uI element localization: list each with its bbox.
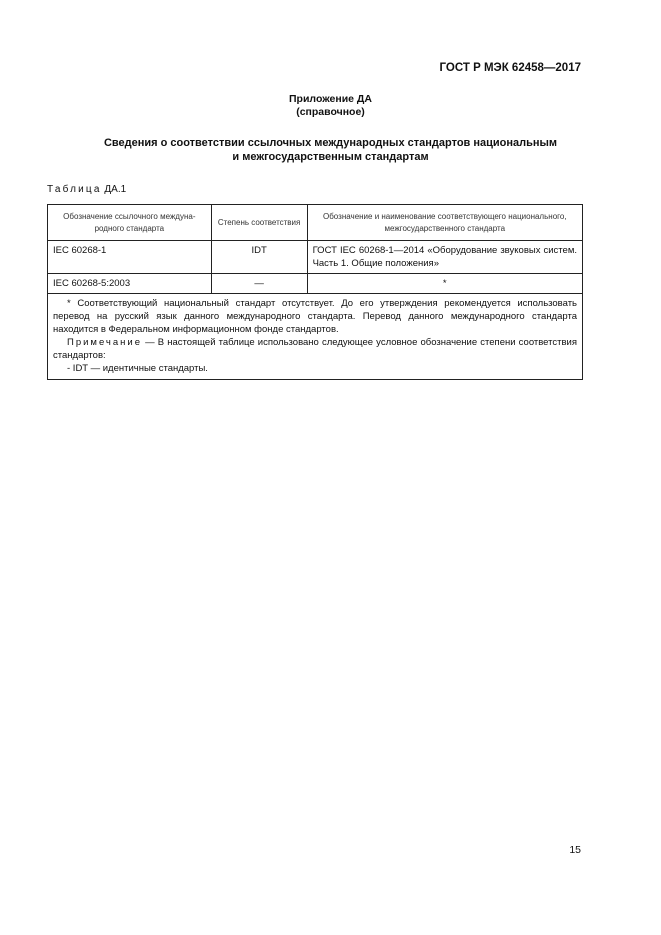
correspondence-table xyxy=(47,204,583,380)
table-notes-row xyxy=(48,294,583,380)
cell-national: * xyxy=(307,274,582,294)
section-title xyxy=(60,136,601,164)
appendix-subtitle: (справочное) xyxy=(296,106,365,118)
cell-reference: IEC 60268-1 xyxy=(48,241,212,274)
note xyxy=(53,336,577,362)
table-header-row xyxy=(48,205,583,241)
note-item: - IDT — идентичные стандарты. xyxy=(67,363,208,374)
header-national-standard: Обозначение и наименование соответствующего национального, межгосударственного стандарта xyxy=(307,205,582,241)
note-label: Примечание xyxy=(67,337,142,348)
section-title-line1: Сведения о соответствии ссылочных международных стандартов национальным xyxy=(103,137,558,149)
note-text: — В настоящей таблице использовано следующее условное обозначение степени соответствия стандартов: xyxy=(53,337,577,361)
table-row xyxy=(48,241,583,274)
page-number: 15 xyxy=(569,844,581,856)
header-degree: Степень соответствия xyxy=(211,205,307,241)
cell-national: ГОСТ IEC 60268-1—2014 «Оборудование звуковых систем. Часть 1. Общие положения» xyxy=(307,241,582,274)
table-caption xyxy=(47,184,126,195)
standard-designation: ГОСТ Р МЭК 62458—2017 xyxy=(439,62,581,74)
table-caption-number: ДА.1 xyxy=(104,184,127,195)
footnote: * Соответствующий национальный стандарт отсутствует. До его утверждения рекомендуется использовать перевод на русский язык данного международного стандарта. Перевод данного международного стандарта находится в Федеральном информационном фонде стандартов. xyxy=(53,298,577,335)
cell-reference: IEC 60268-5:2003 xyxy=(48,274,212,294)
table-row xyxy=(48,274,583,294)
table-caption-word: Таблица xyxy=(47,184,102,195)
table-notes xyxy=(48,294,583,380)
header-reference-standard: Обозначение ссылочного международного стандарта xyxy=(48,205,212,241)
appendix-title: Приложение ДА xyxy=(289,93,372,105)
section-title-line2: и межгосударственным стандартам xyxy=(232,151,429,163)
cell-degree: — xyxy=(211,274,307,294)
appendix-heading xyxy=(0,93,661,119)
cell-degree: IDT xyxy=(211,241,307,274)
